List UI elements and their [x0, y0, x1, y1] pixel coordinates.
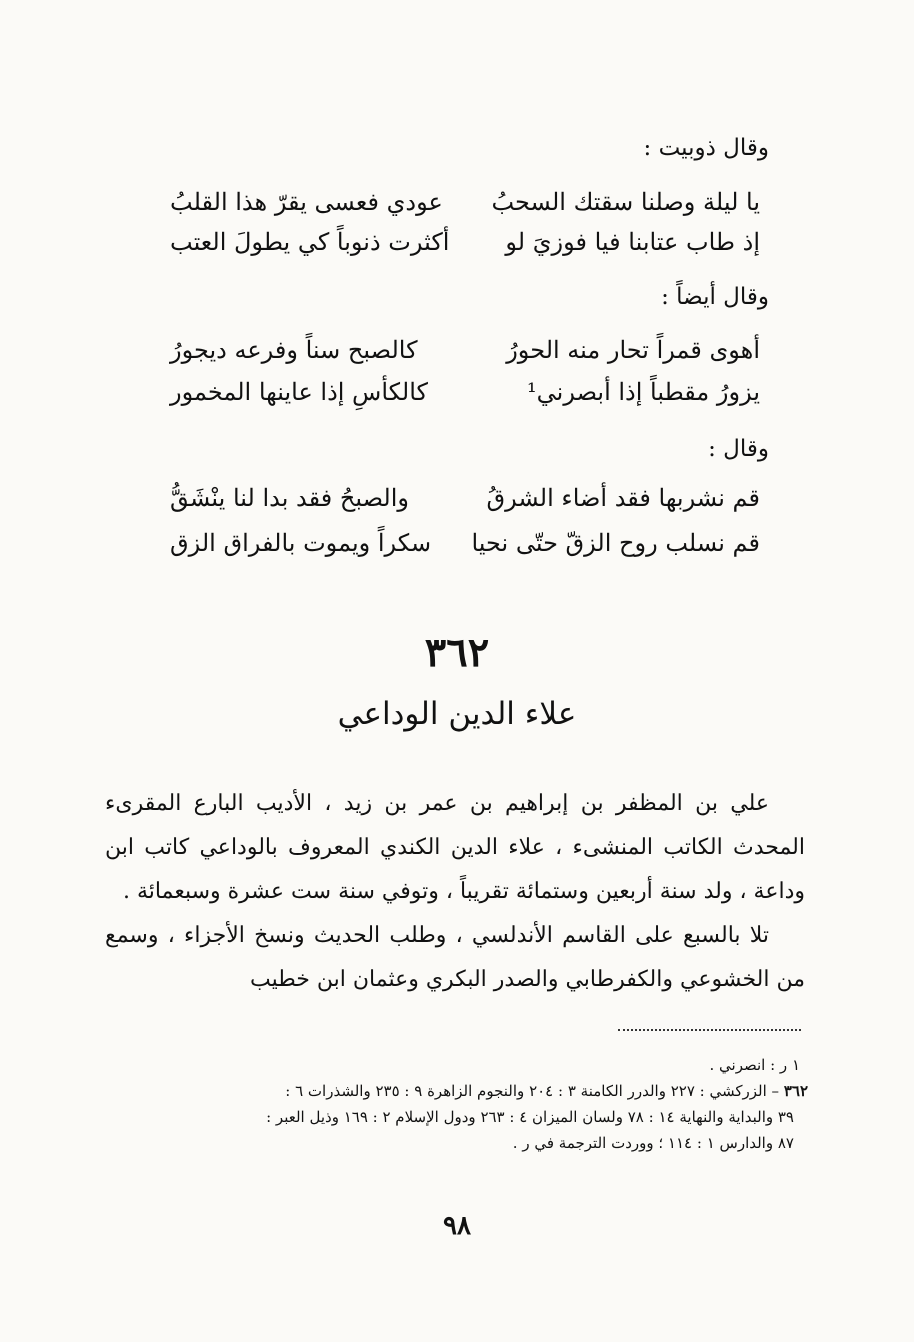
verse-first-hemistich: إذ طاب عتابنا فيا فوزيَ لو [505, 228, 760, 256]
poem-intro: وقال ذوبيت : [643, 135, 769, 161]
verse-first-hemistich: قم نشربها فقد أضاء الشرقُ [486, 484, 760, 512]
footnote-2-number: ٣٦٢ [783, 1082, 808, 1100]
poem-intro: وقال أيضاً : [661, 284, 769, 310]
verse-first-hemistich: قم نسلب روح الزقّ حتّى نحيا [471, 529, 760, 557]
verse [170, 478, 760, 518]
verse [170, 222, 760, 262]
verse-first-hemistich: يزورُ مقطباً إذا أبصرني¹ [527, 378, 760, 406]
footnote-separator [618, 1029, 801, 1031]
verse-first-hemistich: أهوى قمراً تحار منه الحورُ [506, 336, 760, 364]
biography-paragraph: تلا بالسبع على القاسم الأندلسي ، وطلب الحديث ونسخ الأجزاء ، وسمع من الخشوعي والكفرطابي والصدر البكري وعثمان ابن خطيب [105, 923, 805, 992]
verse [170, 182, 760, 222]
verse-second-hemistich: كالصبح سناً وفرعه ديجورُ [170, 336, 418, 364]
verse [170, 330, 760, 370]
footnote-2-text: – الزركشي : ٢٢٧ والدرر الكامنة ٣ : ٢٠٤ والنجوم الزاهرة ٩ : ٢٣٥ والشذرات ٦ : [285, 1082, 780, 1100]
entry-number: ٣٦٢ [424, 629, 490, 676]
page-number: ٩٨ [443, 1211, 471, 1241]
poem-intro: وقال : [708, 436, 769, 462]
footnote-1: ١ ر : انصرني . [709, 1056, 800, 1074]
verse-second-hemistich: سكراً ويموت بالفراق الزق [170, 529, 432, 557]
footnotes [104, 1052, 808, 1156]
footnote-2 [104, 1078, 808, 1104]
biography-paragraph: علي بن المظفر بن إبراهيم بن عمر بن زيد ، الأديب البارع المقرىء المحدث الكاتب المنشىء ، علاء الدين الكندي المعروف بالوداعي كاتب ابن وداعة ، ولد سنة أربعين وستمائة تقريباً ، وتوفي سنة ست عشرة وسبعمائة . [105, 791, 805, 904]
verse-second-hemistich: أكثرت ذنوباً كي يطولَ العتب [170, 228, 450, 256]
verse-first-hemistich: يا ليلة وصلنا سقتك السحبُ [491, 188, 760, 216]
verse-second-hemistich: عودي فعسى يقرّ هذا القلبُ [170, 188, 443, 216]
biography-text [105, 782, 805, 1002]
footnote-2-continuation: ٣٩ والبداية والنهاية ١٤ : ٧٨ ولسان الميزان ٤ : ٢٦٣ ودول الإسلام ٢ : ١٦٩ وذيل العبر : [266, 1108, 794, 1126]
verse [170, 372, 760, 412]
verse-second-hemistich: كالكأسِ إذا عاينها المخمور [170, 378, 428, 406]
verse [170, 523, 760, 563]
verse-second-hemistich: والصبحُ فقد بدا لنا ينْشَقُّ [170, 484, 410, 512]
footnote-2-continuation: ٨٧ والدارس ١ : ١١٤ ؛ ووردت الترجمة في ر . [512, 1134, 794, 1152]
entry-title: علاء الدين الوداعي [337, 696, 577, 732]
